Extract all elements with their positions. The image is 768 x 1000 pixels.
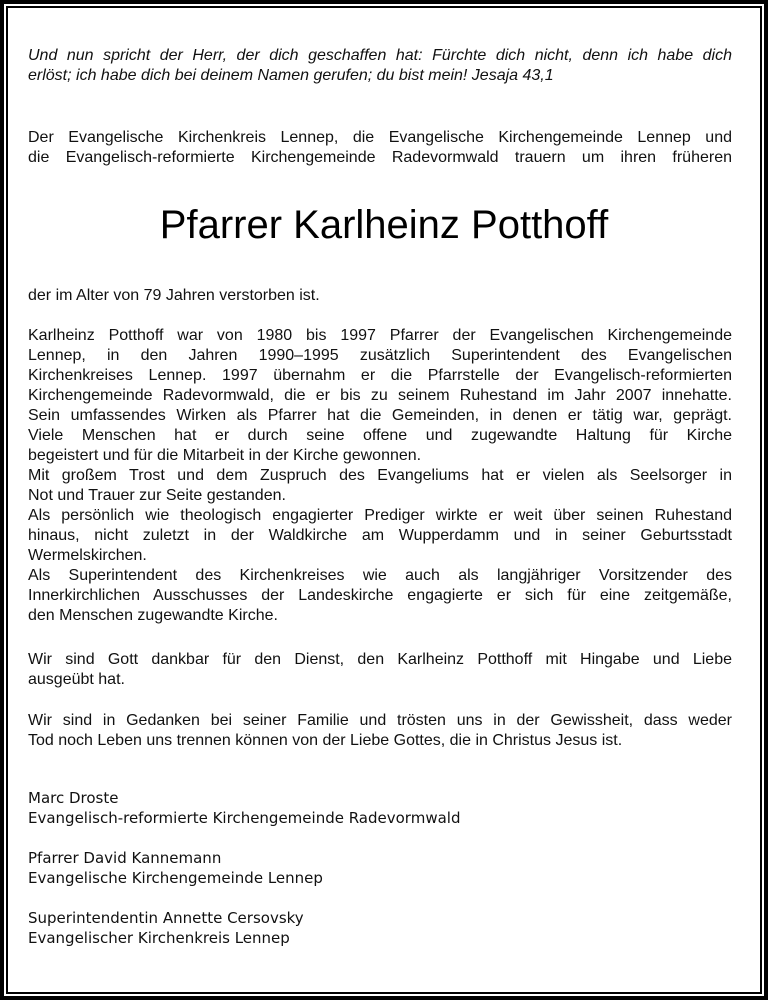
condolence-line: Tod noch Leben uns trennen können von der Liebe Gottes, die in Christus Jesus ist. [28, 732, 623, 749]
bio-line: den Menschen zugewandte Kirche. [28, 607, 278, 624]
bio-line: Not und Trauer zur Seite gestanden. [28, 487, 286, 504]
signatory-name: Marc Droste [28, 789, 119, 807]
bio-line: hinaus, nicht zuletzt in der Waldkirche am Wupperdamm und in seiner Geburtsstadt [28, 527, 732, 544]
biography-paragraph [28, 326, 732, 626]
bible-quote [28, 46, 732, 86]
intro-paragraph [28, 128, 732, 168]
bio-line: Mit großem Trost und dem Zuspruch des Evangeliums hat er vielen als Seelsorger in [28, 467, 732, 484]
signature-block [28, 908, 732, 948]
intro-line: die Evangelisch-reformierte Kirchengemeinde Radevormwald trauern um ihren früheren [28, 149, 732, 166]
bio-line: begeistert und für die Mitarbeit in der Kirche gewonnen. [28, 447, 422, 464]
age-paragraph [28, 286, 732, 306]
signature-block [28, 788, 732, 828]
thanks-line: Wir sind Gott dankbar für den Dienst, den Karlheinz Potthoff mit Hingabe und Liebe [28, 651, 732, 668]
signatory-organization: Evangelische Kirchengemeinde Lennep [28, 869, 323, 887]
bio-line: Karlheinz Potthoff war von 1980 bis 1997 Pfarrer der Evangelischen Kirchengemeinde [28, 327, 732, 344]
quote-line: Und nun spricht der Herr, der dich geschaffen hat: Fürchte dich nicht, denn ich habe dich [28, 47, 732, 64]
bio-line: Kirchengemeinde Radevormwald, die er bis zu seinem Ruhestand im Jahr 2007 innehatte. [28, 387, 732, 404]
bio-line: Als persönlich wie theologisch engagierter Prediger wirkte er weit über seinen Ruhestand [28, 507, 732, 524]
age-line: der im Alter von 79 Jahren verstorben ist. [28, 287, 320, 304]
signatory-organization: Evangelischer Kirchenkreis Lennep [28, 929, 290, 947]
bio-line: Wermelskirchen. [28, 547, 147, 564]
thanks-line: ausgeübt hat. [28, 671, 125, 688]
bio-line: Kirchenkreises Lennep. 1997 übernahm er die Pfarrstelle der Evangelisch-reformierten [28, 367, 732, 384]
bio-line: Lennep, in den Jahren 1990–1995 zusätzlich Superintendent des Evangelischen [28, 347, 732, 364]
intro-line: Der Evangelische Kirchenkreis Lennep, die Evangelische Kirchengemeinde Lennep und [28, 129, 732, 146]
deceased-name-title: Pfarrer Karlheinz Potthoff [159, 203, 609, 247]
signatory-name: Superintendentin Annette Cersovsky [28, 909, 304, 927]
bio-line: Viele Menschen hat er durch seine offene und zugewandte Haltung für Kirche [28, 427, 732, 444]
bio-line: Als Superintendent des Kirchenkreises wie auch als langjähriger Vorsitzender des [28, 567, 732, 584]
signatory-organization: Evangelisch-reformierte Kirchengemeinde Radevormwald [28, 809, 461, 827]
bio-line: Innerkirchlichen Ausschusses der Landeskirche engagierte er sich für eine zeitgemäße, [28, 587, 732, 604]
signature-block [28, 848, 732, 888]
thanks-paragraph [28, 650, 732, 690]
quote-line: erlöst; ich habe dich bei deinem Namen gerufen; du bist mein! Jesaja 43,1 [28, 67, 554, 84]
signatures [28, 788, 732, 968]
condolence-line: Wir sind in Gedanken bei seiner Familie und trösten uns in der Gewissheit, dass weder [28, 712, 732, 729]
signatory-name: Pfarrer David Kannemann [28, 849, 222, 867]
condolence-paragraph [28, 711, 732, 751]
bio-line: Sein umfassendes Wirken als Pfarrer hat die Gemeinden, in denen er tätig war, geprägt. [28, 407, 732, 424]
